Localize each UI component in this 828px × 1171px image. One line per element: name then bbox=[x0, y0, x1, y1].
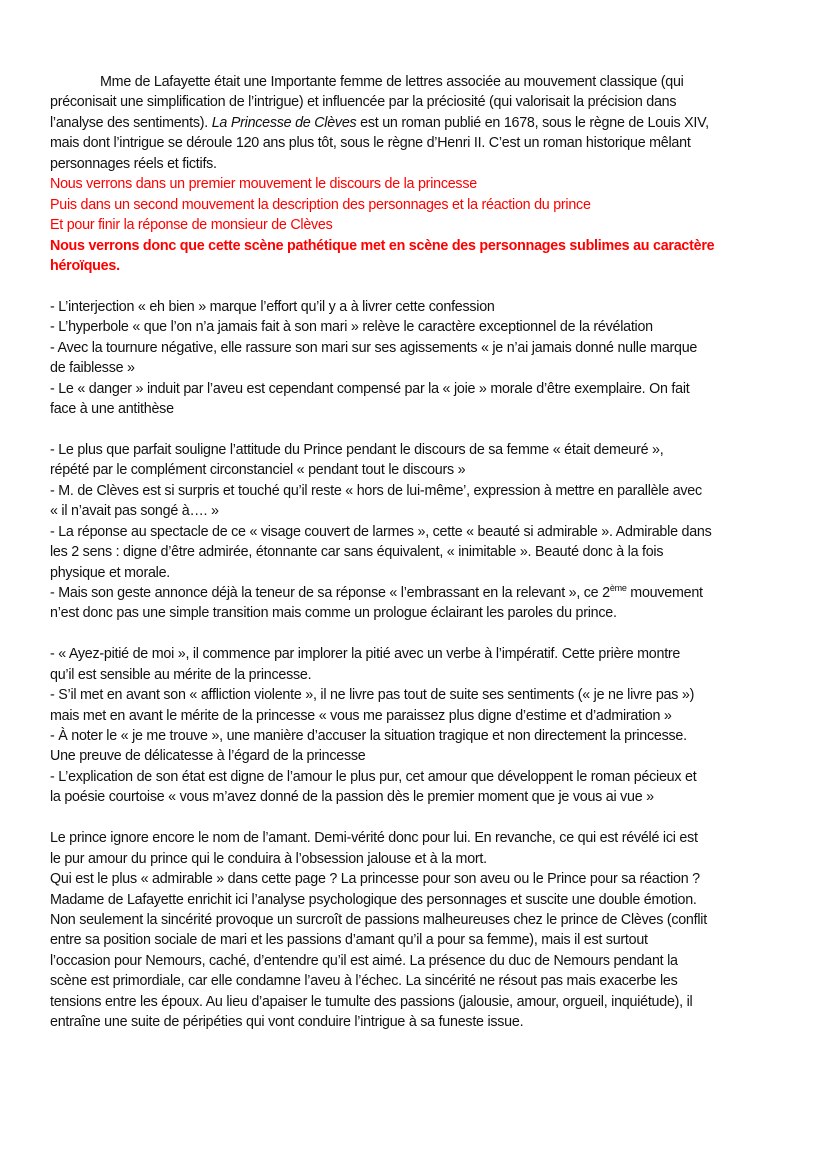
document-page bbox=[50, 72, 790, 1033]
text-line: - Avec la tournure négative, elle rassure son mari sur ses agissements « je n’ai jamais donné nulle marque bbox=[50, 339, 698, 356]
text-line bbox=[50, 276, 790, 296]
paragraph-second-mouvement bbox=[50, 440, 790, 624]
text-line: Et pour finir la réponse de monsieur de Clèves bbox=[50, 217, 333, 234]
text-line: Madame de Lafayette enrichit ici l’analyse psychologique des personnages et suscite une double émotion. bbox=[50, 891, 697, 908]
text-line: Nous verrons donc que cette scène pathétique met en scène des personnages sublimes au caractère bbox=[50, 237, 715, 254]
text-segment: - Mais son geste annonce déjà la teneur de sa réponse « l’embrassant en la relevant », ce 2 bbox=[50, 584, 610, 601]
italic-title: La Princesse de Clèves bbox=[211, 114, 357, 131]
paragraph-premier-mouvement bbox=[50, 297, 790, 420]
text-line: - L’interjection « eh bien » marque l’effort qu’il y a à livrer cette confession bbox=[50, 298, 495, 315]
paragraph-spacer bbox=[50, 276, 790, 296]
paragraph-conclusion bbox=[50, 828, 790, 1032]
text-segment: est un roman publié en 1678, sous le règne de Louis XIV, bbox=[356, 114, 709, 131]
text-line: Puis dans un second mouvement la description des personnages et la réaction du prince bbox=[50, 196, 591, 213]
text-line: - M. de Clèves est si surpris et touché qu’il reste « hors de lui-même’, expression à mettre en parallèle avec bbox=[50, 482, 702, 499]
paragraph-plan bbox=[50, 174, 790, 235]
text-line: entre sa position sociale de mari et les passions d’amant qu’il a pour sa femme), mais il est surtout bbox=[50, 932, 648, 949]
paragraph-spacer bbox=[50, 419, 790, 439]
text-line: préconisait une simplification de l’intrigue) et influencée par la préciosité (qui valorisait la précision dans bbox=[50, 94, 677, 111]
text-segment: l’analyse des sentiments). bbox=[50, 114, 212, 131]
text-line: Non seulement la sincérité provoque un surcroît de passions malheureuses chez le prince de Clèves (conflit bbox=[50, 911, 707, 928]
text-line: - L’hyperbole « que l’on n’a jamais fait à son mari » relève le caractère exceptionnel de la révélation bbox=[50, 319, 653, 336]
paragraph-spacer bbox=[50, 808, 790, 828]
text-line bbox=[50, 113, 790, 133]
text-line: mais dont l’intrigue se déroule 120 ans plus tôt, sous le règne d’Henri II. C’est un roman historique mêlant bbox=[50, 135, 691, 152]
text-line: - La réponse au spectacle de ce « visage couvert de larmes », cette « beauté si admirable ». Admirable dans bbox=[50, 523, 712, 540]
text-line: - L’explication de son état est digne de l’amour le plus pur, cet amour que développent le roman pécieux et bbox=[50, 768, 697, 785]
text-line: qu’il est sensible au mérite de la princesse. bbox=[50, 666, 312, 683]
text-line: - Le « danger » induit par l’aveu est cependant compensé par la « joie » morale d’être exemplaire. On fait bbox=[50, 380, 690, 397]
paragraph-spacer bbox=[50, 624, 790, 644]
paragraph-introduction bbox=[50, 72, 790, 174]
text-line: - Le plus que parfait souligne l’attitude du Prince pendant le discours de sa femme « était demeuré », bbox=[50, 441, 664, 458]
text-line: mais met en avant le mérite de la princesse « vous me paraissez plus digne d’estime et d’admiration » bbox=[50, 707, 672, 724]
text-line: « il n’avait pas songé à…. » bbox=[50, 503, 219, 520]
text-line: Une preuve de délicatesse à l’égard de la princesse bbox=[50, 748, 366, 765]
paragraph-troisieme-mouvement bbox=[50, 644, 790, 808]
text-line: Nous verrons dans un premier mouvement le discours de la princesse bbox=[50, 176, 477, 193]
text-line: Mme de Lafayette était une Importante femme de lettres associée au mouvement classique (qui bbox=[100, 74, 684, 90]
text-line: n’est donc pas une simple transition mais comme un prologue éclairant les paroles du prince. bbox=[50, 605, 617, 622]
text-line: de faiblesse » bbox=[50, 360, 135, 377]
text-line: héroïques. bbox=[50, 257, 120, 274]
text-line: Qui est le plus « admirable » dans cette page ? La princesse pour son aveu ou le Prince pour sa réaction ? bbox=[50, 871, 700, 888]
text-line bbox=[50, 808, 790, 828]
text-line: entraîne une suite de péripéties qui vont conduire l’intrigue à sa funeste issue. bbox=[50, 1014, 524, 1031]
text-line: la poésie courtoise « vous m’avez donné de la passion dès le premier moment que je vous ai vue » bbox=[50, 789, 654, 806]
superscript: ème bbox=[609, 582, 627, 593]
text-line bbox=[50, 419, 790, 439]
text-line: physique et morale. bbox=[50, 564, 171, 581]
text-line: l’occasion pour Nemours, caché, d’entendre qu’il est aimé. La présence du duc de Nemours pendant la bbox=[50, 952, 678, 969]
paragraph-problematique bbox=[50, 236, 790, 277]
text-line: le pur amour du prince qui le conduira à l’obsession jalouse et à la mort. bbox=[50, 850, 487, 867]
text-line: personnages réels et fictifs. bbox=[50, 155, 217, 172]
text-line: Le prince ignore encore le nom de l’amant. Demi-vérité donc pour lui. En revanche, ce qui est révélé ici est bbox=[50, 830, 698, 847]
text-segment: mouvement bbox=[626, 584, 703, 601]
text-line: les 2 sens : digne d’être admirée, étonnante car sans équivalent, « inimitable ». Beauté donc à la fois bbox=[50, 544, 664, 561]
text-line: répété par le complément circonstanciel « pendant tout le discours » bbox=[50, 462, 466, 479]
text-line: face à une antithèse bbox=[50, 401, 174, 417]
text-line: - S’il met en avant son « affliction violente », il ne livre pas tout de suite ses sentiments (« je ne livre pas ») bbox=[50, 687, 695, 704]
text-line: scène est primordiale, car elle condamne l’aveu à l’échec. La sincérité ne résout pas mais exacerbe les bbox=[50, 973, 678, 990]
text-line: - À noter le « je me trouve », une manière d’accuser la situation tragique et non directement la princesse. bbox=[50, 728, 687, 744]
text-line bbox=[50, 583, 790, 603]
text-line bbox=[50, 624, 790, 644]
text-line: - « Ayez-pitié de moi », il commence par implorer la pitié avec un verbe à l’impératif. Cette prière montre bbox=[50, 646, 681, 663]
text-line: tensions entre les époux. Au lieu d’apaiser le tumulte des passions (jalousie, amour, orgueil, inquiétude), il bbox=[50, 993, 693, 1010]
